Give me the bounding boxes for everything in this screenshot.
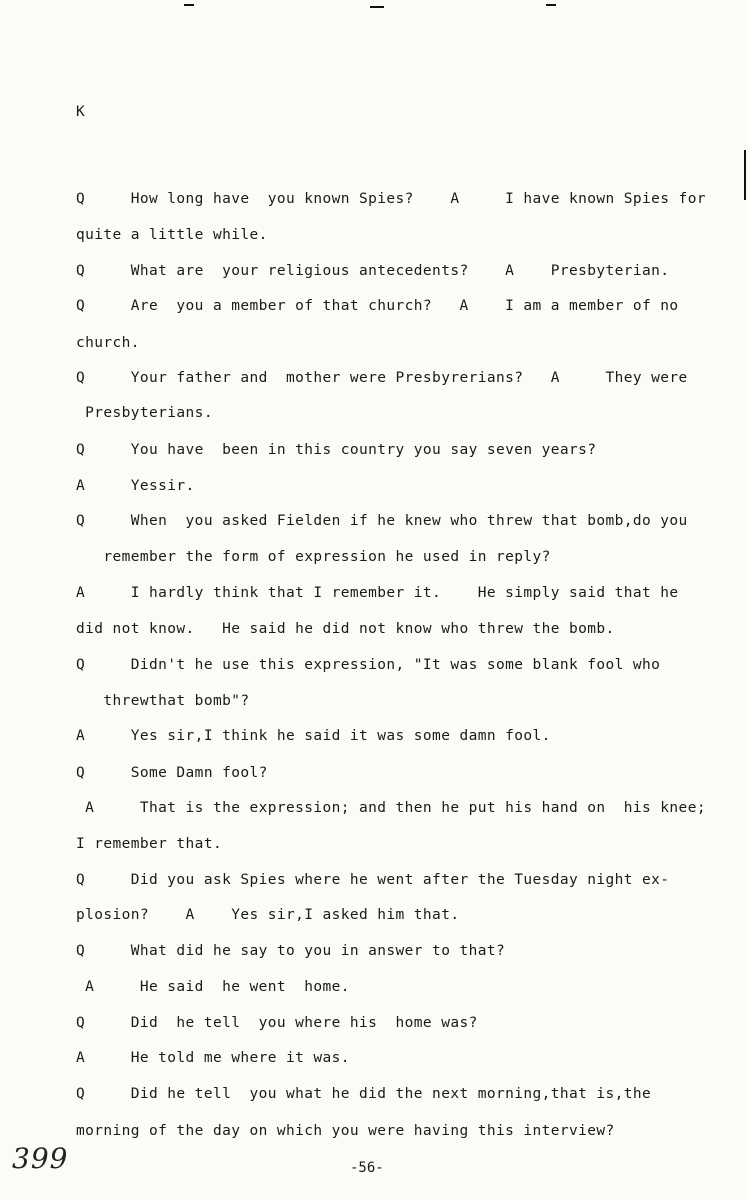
text-line: Q Did you ask Spies where he went after the Tuesday night ex- xyxy=(76,872,670,888)
text-line: morning of the day on which you were having this interview? xyxy=(76,1123,615,1139)
handwritten-page-number: 399 xyxy=(12,1142,69,1175)
scan-mark xyxy=(184,4,194,6)
text-line: Q Your father and mother were Presbyrerians? A They were xyxy=(76,370,688,386)
text-line: quite a little while. xyxy=(76,227,268,243)
text-line: Q Didn't he use this expression, "It was some blank fool who xyxy=(76,657,661,673)
text-line: A He told me where it was. xyxy=(76,1050,350,1066)
text-line: did not know. He said he did not know who threw the bomb. xyxy=(76,621,615,637)
text-line: plosion? A Yes sir,I asked him that. xyxy=(76,907,460,923)
text-line: A He said he went home. xyxy=(76,979,350,995)
text-line: Q What did he say to you in answer to that? xyxy=(76,943,506,959)
text-line: Q Are you a member of that church? A I am a member of no xyxy=(76,298,679,314)
section-marker: K xyxy=(76,104,85,120)
text-line: Q How long have you known Spies? A I have known Spies for xyxy=(76,191,706,207)
text-line: Q Did he tell you where his home was? xyxy=(76,1015,478,1031)
text-line: A I hardly think that I remember it. He simply said that he xyxy=(76,585,679,601)
text-line: threwthat bomb"? xyxy=(76,693,250,709)
scan-edge-line xyxy=(744,150,746,200)
text-line: Q Some Damn fool? xyxy=(76,765,268,781)
text-line: remember the form of expression he used in reply? xyxy=(76,549,551,565)
scan-mark xyxy=(370,6,384,8)
page-number: -56- xyxy=(350,1160,384,1176)
text-line: A That is the expression; and then he put his hand on his knee; xyxy=(76,800,706,816)
text-line: A Yessir. xyxy=(76,478,195,494)
text-line: Q Did he tell you what he did the next morning,that is,the xyxy=(76,1086,652,1102)
text-line: Presbyterians. xyxy=(76,405,213,421)
text-line: A Yes sir,I think he said it was some damn fool. xyxy=(76,728,551,744)
text-line: Q You have been in this country you say seven years? xyxy=(76,442,597,458)
scan-mark xyxy=(546,4,556,6)
text-line: Q When you asked Fielden if he knew who threw that bomb,do you xyxy=(76,513,688,529)
text-line: Q What are your religious antecedents? A Presbyterian. xyxy=(76,263,670,279)
text-line: I remember that. xyxy=(76,836,223,852)
text-line: church. xyxy=(76,335,140,351)
